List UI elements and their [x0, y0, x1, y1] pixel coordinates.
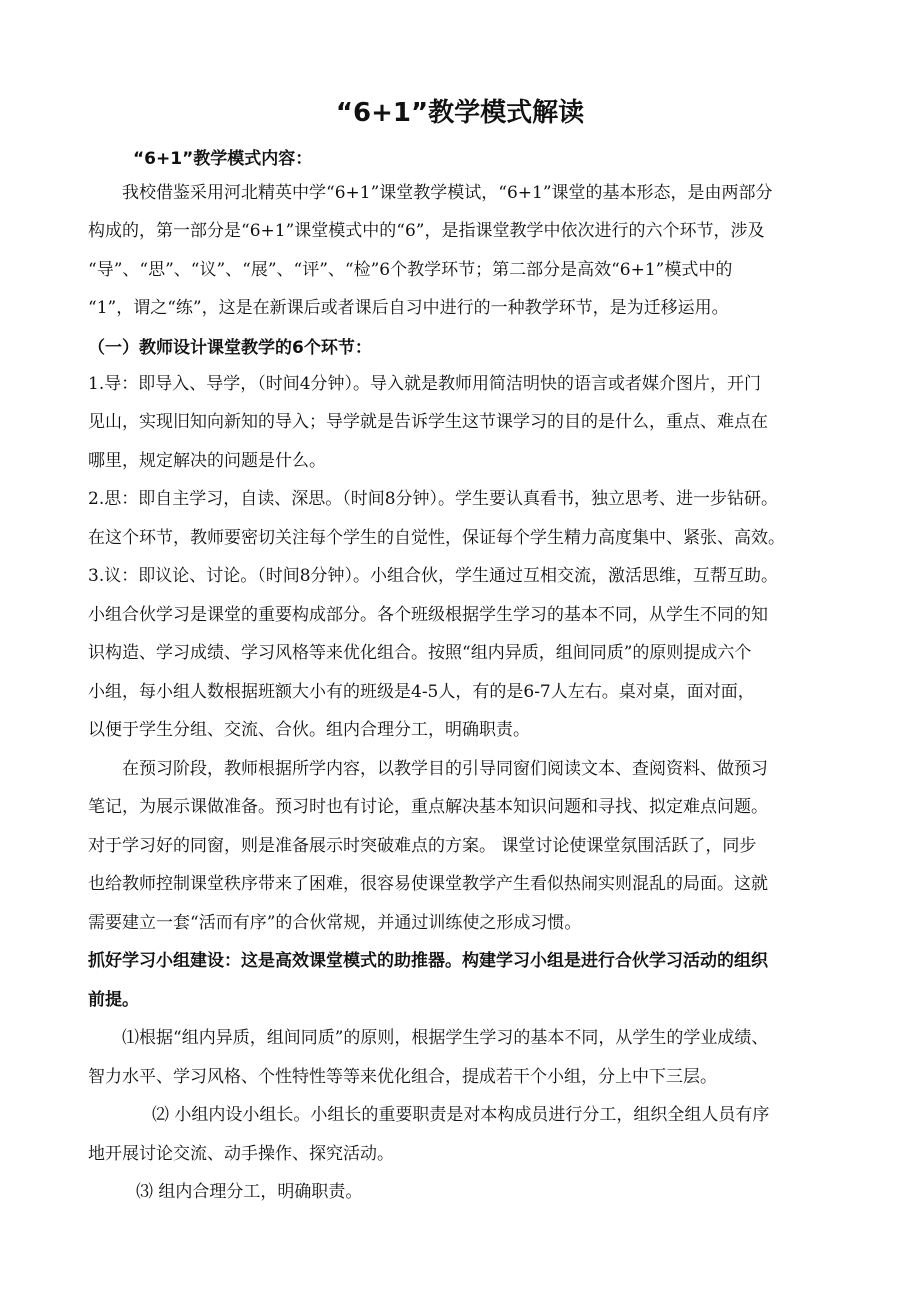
item3-line: 小组合伙学习是课堂的重要构成部分。各个班级根据学生学习的基本不同，从学生不同的知: [88, 605, 768, 625]
document-title: “6+1”教学模式解读: [335, 98, 585, 128]
bold-para-line: 前提。: [88, 990, 139, 1010]
point1-line: 智力水平、学习风格、个性特性等等来优化组合，提成若干个小组，分上中下三层。: [88, 1067, 717, 1087]
item3-line: 小组，每小组人数根据班额大小有的班级是4-5人，有的是6-7人左右。桌对桌，面对面，: [88, 682, 755, 702]
item1-line: 1.导：即导入、导学，（时间4分钟）。导入就是教师用简洁明快的语言或者媒介图片，开门: [88, 374, 762, 394]
intro-line: “导”、“思”、“议”、“展”、“评”、“检”6个教学环节；第二部分是高效“6+1”模式中的: [88, 260, 733, 280]
item3-line: 识构造、学习成绩、学习风格等来优化组合。按照“组内异质，组间同质”的原则提成六个: [88, 643, 752, 663]
section-heading: （一）教师设计课堂教学的6个环节：: [88, 338, 372, 358]
item2-line: 2.思：即自主学习，自读、深思。（时间8分钟）。学生要认真看书，独立思考、进一步钻研。: [88, 489, 779, 509]
preview-line: 需要建立一套“活而有序”的合伙常规，并通过训练使之形成习惯。: [88, 913, 582, 933]
point1-line: ⑴根据“组内异质，组间同质”的原则，根据学生学习的基本不同，从学生的学业成绩、: [122, 1028, 769, 1048]
item2-line: 在这个环节，教师要密切关注每个学生的自觉性，保证每个学生精力高度集中、紧张、高效。: [88, 528, 785, 548]
point2-line: ⑵ 小组内设小组长。小组长的重要职责是对本构成员进行分工，组织全组人员有序: [152, 1105, 770, 1125]
item1-line: 哪里，规定解决的问题是什么。: [88, 451, 326, 471]
preview-line: 在预习阶段，教师根据所学内容，以教学目的引导同窗们阅读文本、查阅资料、做预习: [122, 759, 768, 779]
bold-para-line: 抓好学习小组建设：这是高效课堂模式的助推器。构建学习小组是进行合伙学习活动的组织: [88, 951, 768, 971]
intro-line: 构成的，第一部分是“6+1”课堂模式中的“6”，是指课堂教学中依次进行的六个环节，涉及: [88, 221, 765, 241]
point3-line: ⑶ 组内合理分工，明确职责。: [136, 1182, 363, 1202]
preview-line: 对于学习好的同窗，则是准备展示时突破难点的方案。 课堂讨论使课堂氛围活跃了，同步: [88, 836, 757, 856]
item1-line: 见山，实现旧知向新知的导入；导学就是告诉学生这节课学习的目的是什么，重点、难点在: [88, 412, 768, 432]
preview-line: 笔记，为展示课做准备。预习时也有讨论，重点解决基本知识问题和寻找、拟定难点问题。: [88, 797, 768, 817]
item3-line: 以便于学生分组、交流、合伙。组内合理分工，明确职责。: [88, 720, 530, 740]
subtitle: “6+1”教学模式内容：: [133, 149, 313, 169]
item3-line: 3.议：即议论、讨论。（时间8分钟）。小组合伙，学生通过互相交流，激活思维，互帮互助。: [88, 566, 779, 586]
point2-line: 地开展讨论交流、动手操作、探究活动。: [88, 1144, 394, 1164]
preview-line: 也给教师控制课堂秩序带来了困难，很容易使课堂教学产生看似热闹实则混乱的局面。这就: [88, 874, 768, 894]
intro-line: “1”，谓之“练”，这是在新课后或者课后自习中进行的一种教学环节，是为迁移运用。: [88, 298, 729, 318]
intro-line: 我校借鉴采用河北精英中学“6+1”课堂教学模试，“6+1”课堂的基本形态，是由两部分: [122, 183, 773, 203]
